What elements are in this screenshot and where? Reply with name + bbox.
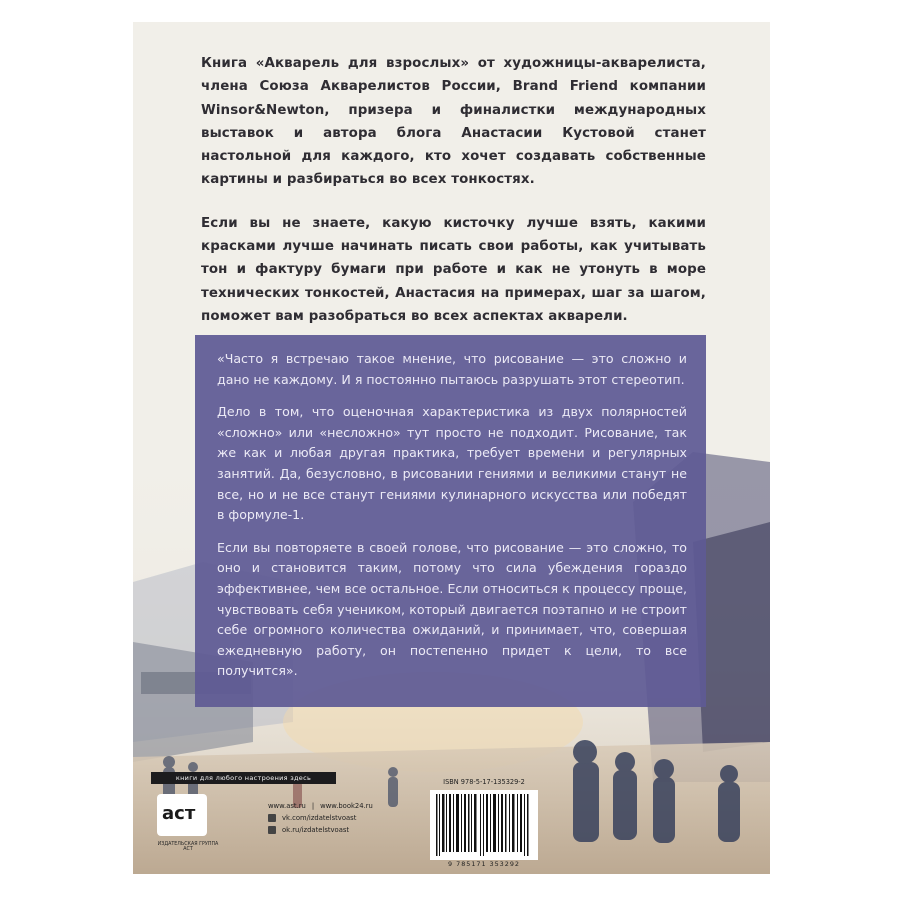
- publisher-slogan: книги для любого настроения здесь: [151, 772, 336, 784]
- site-link-ast[interactable]: www.ast.ru: [268, 802, 306, 810]
- site-link-book24[interactable]: www.book24.ru: [320, 802, 373, 810]
- logo-text: аст: [162, 803, 196, 824]
- ok-row: [268, 824, 373, 836]
- quote-paragraph-2: Дело в том, что оценочная характеристика из двух полярностей «сложно» или «несложно» тут просто не подходит. Рисование, так же как и любая другая практика, требует времени и регулярных занятий. Да, безусловно, в рисовании гениями и великими станут не все, но и не все станут гениями кулинарного искусства или победят в формуле-1.: [217, 404, 687, 523]
- quote-text: [217, 349, 687, 694]
- intro-text: [201, 52, 706, 348]
- vk-row: [268, 812, 373, 824]
- barcode-icon: [430, 790, 538, 860]
- intro-paragraph-1: Книга «Акварель для взрослых» от художницы-акварелиста, члена Союза Акварелистов России, Brand Friend компании Winsor&Newton, призера и финалистки международных выставок и автора блога Анастасии Кустовой станет настольной для каждого, кто хочет создавать собственные картины и разбираться во всех тонкостях.: [201, 56, 706, 188]
- ok-link[interactable]: ok.ru/izdatelstvoast: [282, 826, 350, 834]
- publisher-name: ИЗДАТЕЛЬСКАЯ ГРУППА АСТ: [157, 842, 219, 852]
- site-links-row: [268, 800, 373, 812]
- quote-paragraph-1: «Часто я встречаю такое мнение, что рисование — это сложно и дано не каждому. И я постоянно пытаюсь разрушать этот стереотип.: [217, 351, 687, 387]
- intro-paragraph-2: Если вы не знаете, какую кисточку лучше взять, какими красками лучше начинать писать свои работы, как учитывать тон и фактуру бумаги при работе и как не утонуть в море технических тонкостей, Анастасия на примерах, шаг за шагом, поможет вам разобраться во всех аспектах акварели.: [201, 215, 706, 324]
- barcode-block: [426, 778, 542, 872]
- ok-icon: [268, 826, 276, 834]
- isbn-text: ISBN 978-5-17-135329-2: [443, 778, 525, 786]
- vk-icon: [268, 814, 276, 822]
- barcode-number: 9 785171 353292: [448, 860, 520, 868]
- quote-paragraph-3: Если вы повторяете в своей голове, что рисование — это сложно, то оно и становится таким, потому что сила убеждения гораздо эффективнее, чем все остальное. Если относиться к процессу проще, чувствовать себя учеником, который двигается поэтапно и не строит себе огромного количества ожиданий, и принимает, что, совершая ежедневную работу, он постепенно придет к цели, то все получится».: [217, 539, 687, 679]
- publisher-logo: [153, 790, 219, 862]
- book-back-cover: [133, 22, 770, 874]
- vk-link[interactable]: vk.com/izdatelstvoast: [282, 814, 357, 822]
- author-quote-box: [195, 335, 706, 707]
- publisher-links: [268, 800, 373, 836]
- site-divider: |: [311, 802, 315, 810]
